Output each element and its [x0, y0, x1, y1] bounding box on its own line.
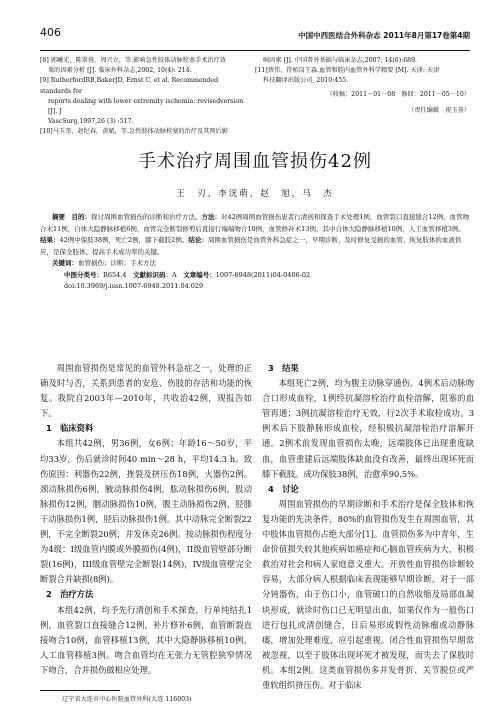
results-paragraph: 本组死亡2例，均为腹主动脉穿通伤。4例术后动脉吻合口形成血栓，1例经抗凝溶栓治疗血栓溶解，阻塞的血管再通；3例抗凝溶栓治疗无效，行2次手术取栓成功。3例术后下肢静脉形成血栓，经积极抗凝溶栓治疗溶解开通。2例术前发现血管损伤太晚，远端肢体已出现重度缺血，血管重建后远端肢体缺血没有改善，最终出现坏死而膝下截肢。成功保肢38例，治愈率90.5%。	[262, 378, 474, 479]
conclusion-label: 结论：	[188, 236, 208, 244]
section-heading-clinical-data: 1 临床资料	[46, 423, 94, 434]
keywords-text: 血管损伤；诊断；手术方法	[78, 259, 156, 267]
keywords-label: 关键词：	[52, 259, 78, 267]
intro-paragraph: 周围血管损伤是常见的血管外科急症之一，处理的正确及时与否，关系到患者的安危、伤肢的存活和功能的恢复。我院自2003年—2010年，共收治42例，现报告如下。	[40, 363, 252, 419]
header-divider	[40, 50, 470, 51]
methods-label: 方法：	[201, 213, 221, 221]
article-authors: 王 刃，李洸萌，赵 旭，马 杰	[176, 189, 334, 199]
results-text: 42例中保肢38例，死亡2例，膝下截肢2例。	[59, 236, 189, 244]
section-heading-treatment: 2 治疗方法	[46, 589, 94, 600]
reference-line: 科技翻译出版公司, 2010:455.	[263, 77, 349, 85]
abstract-text	[40, 212, 470, 258]
doi-line: doi:10.3969/j.issn.1007-6948.2011.04.029	[64, 282, 204, 290]
reference-item	[40, 56, 245, 66]
abstract-block	[40, 212, 470, 293]
article-title: 手术治疗周围血管损伤42例	[138, 151, 372, 172]
page-number: 406	[40, 26, 61, 39]
treatment-paragraph: 本组42例，均予先行清创和手术探查，行单纯结扎1例，血管裂口直接缝合12例，补片修补6例，血管断裂直接吻合10例，血管移植13例，其中大隐静脉移植10例，人工血管移植3例。吻合血管均在无张力无管腔狭窄情况下吻合，合并损伤做相应处理。	[40, 604, 252, 675]
reference-line: [11]蔡伟，符栢岗王淼.血管和腔内血管外科学精要 [M]. 天津: 天津	[255, 67, 440, 75]
footnote-divider	[40, 690, 120, 691]
doc-code-value: A	[172, 270, 177, 279]
objective-label: 目的：	[71, 213, 91, 221]
page-header	[40, 26, 470, 46]
article-number-value: 1007-6948(2011)04-0406-02	[215, 270, 311, 279]
responsible-editor: （责任编辑 祝玉荟）	[408, 107, 470, 114]
classification-line	[40, 270, 470, 282]
reference-line: 果的因素分析 [J]. 临床外科杂志,2002, 10(4): 214.	[48, 67, 192, 75]
clinical-data-paragraph: 本组共42例，男36例，女6例；年龄16～50岁，平均33岁。伤后就诊时间40 min～28 h，平均14.3 h。致伤原因：利器伤22例，挫裂及挤压伤18例，火器伤2例。颈动脉损伤6例，腋动脉损伤4例，肱动脉损伤6例，股动脉损伤12例，胭动脉损伤10例，腹主动脉损伤2例，胫腓干动脉损伤1例，胫后动脉损伤1例。其中动脉完全断裂22例，不完全断裂20例，并发休克26例。按动脉损伤程度分为4级：I级血管内膜或外膜损伤(4例)，II级血管壁部分断裂(16例)，III级血管壁完全断裂(14例)，IV级血管壁完全断裂合并缺损(8例)。	[40, 438, 252, 585]
references-left	[40, 56, 245, 138]
reference-item	[40, 76, 245, 96]
section-heading-results: 3 结果	[268, 363, 299, 373]
author-affiliation-footnote: 辽宁省大连市中心医院血管外科(大连 116003)	[62, 696, 192, 703]
reference-line: [10]马玉奎，赵纪春，黄斌，等.急性肢体动脉栓塞的治疗及其预后影	[40, 128, 228, 136]
reference-item	[255, 66, 470, 76]
body-column-left	[40, 361, 252, 678]
received-dates: （收稿：2011－01－08 修回：2011－05－10）	[326, 90, 470, 98]
methods-text: 对42例周围血管损伤患者行清创和探查手术处理1例，血管裂口直接缝合12例，血管吻合术11例，自体大隐静脉移植6例，血管完全断裂修剪后直接行端端吻合10例，血管修补术13例，其中自体大隐静脉移植10例，人工血管移植3例。	[40, 213, 470, 233]
reference-line: 响因素 [J]. 中国普外基础与临床杂志,2007, 14(6):689.	[263, 57, 417, 64]
doc-code-label: 文献标识码：	[133, 270, 173, 279]
clc-value: R654.4	[103, 270, 127, 279]
reference-line: [9] RutherfordRB,BakerJD, Ernst C, et al. Recommended standards for	[40, 77, 219, 95]
keywords-line	[40, 258, 470, 270]
reference-line: VascSurg,1997,26 (3) :517.	[48, 118, 134, 126]
article-number-label: 文章编号：	[183, 270, 216, 279]
reference-item	[40, 127, 245, 137]
reference-line: [8] 郭曦光，陈翠蓉，周兴立，等.影响急性肢体动脉栓塞手术治疗效	[40, 57, 226, 64]
results-label: 结果：	[40, 236, 60, 244]
discussion-paragraph: 周围血管损伤的早期诊断和手术治疗是保全肢体和恢复功能的先决条件，80%的血管损伤发生在周围血管，其中肢体血管损伤占绝大部分[1]。血管损伤多为中青年，生命价值损失较其他疾病如癌症和心脑血管疾病为大，积极救治对社会和病人家庭意义重大。开放性血管损伤诊断较容易，大部分病人根据临床表现能够早期诊断。对于一部分钝器伤，由于伤口小，血管破口的自然收缩及局部血凝块形成，就诊时伤口已无明显出血，如果仅作为一般伤口进行包扎或清创缝合，日后易形成假性动脉瘤或动静脉瘘，增加处理难度，应引起重视。闭合性血管损伤早期常被忽视，以至于肢体出现坏死才被发现，而失去了保肢时机。本组2例。这类血管损伤多并发骨折、关节脱位或严重软组织挤压伤。对于临床	[262, 498, 474, 690]
section-heading-discussion: 4 讨论	[268, 483, 299, 494]
journal-name: 中国中西医结合外科杂志 2011年8月第17卷第4期	[298, 31, 470, 40]
clc-label: 中图分类号：	[64, 270, 103, 279]
abstract-label: 摘要	[52, 213, 65, 221]
reference-line: reports dealing with lower extremity ischemia: revisedversion [J]. J	[48, 97, 244, 116]
conclusion-text: 周围血管损伤是血管外科急症之一，早期诊断、及时修复受损的血管，恢复肢体的血液供应，是保全肢体、提高手术成功率的关键。	[40, 236, 462, 256]
body-column-right	[262, 361, 474, 693]
references-right	[255, 56, 470, 122]
objective-text: 探讨周围血管损伤的诊断和治疗方法。	[91, 213, 202, 221]
